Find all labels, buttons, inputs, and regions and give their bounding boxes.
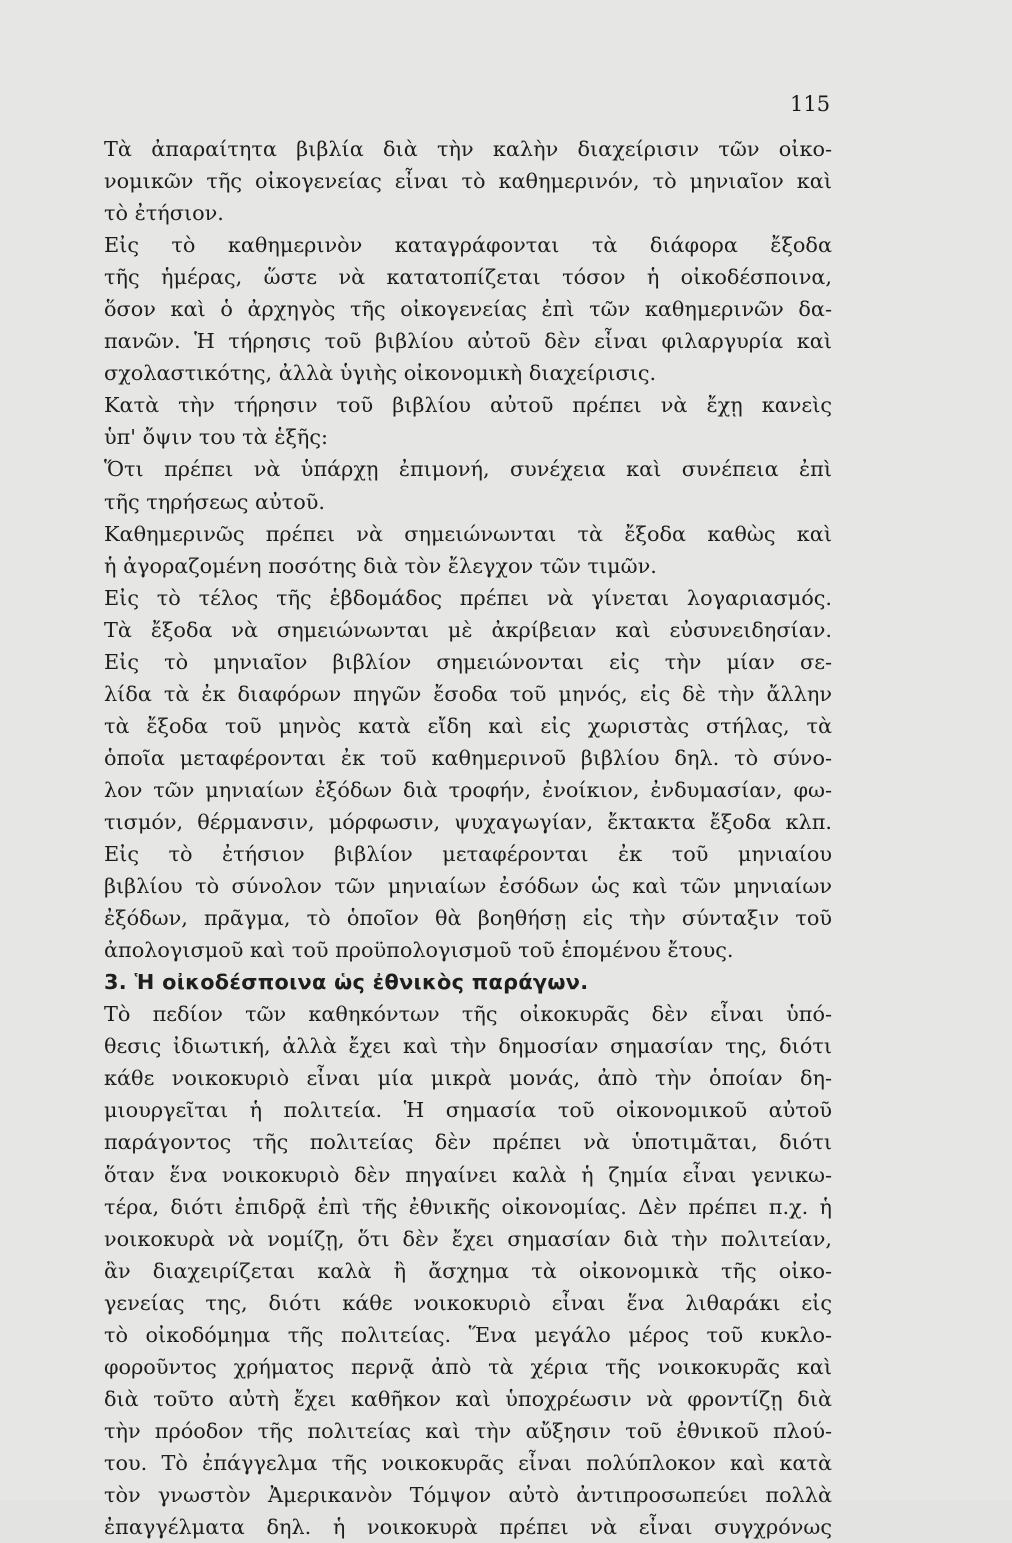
text-line: Εἰς τὸ καθημερινὸν καταγράφονται τὰ διάφορα ἔξοδα — [104, 233, 832, 258]
text-line: ἂν διαχειρίζεται καλὰ ἢ ἄσχημα τὰ οἰκονομικὰ τῆς οἰκο- — [104, 1258, 832, 1283]
text-line: Εἰς τὸ τέλος τῆς ἑβδομάδος πρέπει νὰ γίνεται λογαριασμός. — [104, 585, 832, 610]
body-text — [104, 133, 832, 1543]
text-line: ἐξόδων, πρᾶγμα, τὸ ὁποῖον θὰ βοηθήσῃ εἰς τὴν σύνταξιν τοῦ — [104, 906, 832, 931]
text-line: νομικῶν τῆς οἰκογενείας εἶναι τὸ καθημερινόν, τὸ μηνιαῖον καὶ — [104, 169, 832, 194]
text-line: Καθημερινῶς πρέπει νὰ σημειώνωνται τὰ ἔξοδα καθὼς καὶ — [104, 521, 832, 546]
text-line: τὸ ἐτήσιον. — [104, 201, 224, 226]
text-line: ἐπαγγέλματα δηλ. ἡ νοικοκυρὰ πρέπει νὰ εἶναι συγχρόνως — [104, 1515, 832, 1540]
text-line: τέρα, διότι ἐπιδρᾷ ἐπὶ τῆς ἐθνικῆς οἰκονομίας. Δὲν πρέπει π.χ. ἡ — [104, 1194, 832, 1219]
text-line: ὑπ' ὄψιν του τὰ ἑξῆς: — [104, 425, 329, 450]
text-line: τὸ οἰκοδόμημα τῆς πολιτείας. Ἕνα μεγάλο μέρος τοῦ κυκλο- — [104, 1322, 832, 1347]
text-line: ὁποῖα μεταφέρονται ἐκ τοῦ καθημερινοῦ βιβλίου δηλ. τὸ σύνο- — [104, 745, 832, 770]
page-number: 115 — [790, 92, 831, 116]
text-line: Τὰ ἔξοδα νὰ σημειώνωνται μὲ ἀκρίβειαν καὶ εὐσυνειδησίαν. — [104, 617, 832, 642]
text-line: ὅταν ἕνα νοικοκυριὸ δὲν πηγαίνει καλὰ ἡ ζημία εἶναι γενικω- — [104, 1162, 832, 1187]
text-line: λίδα τὰ ἐκ διαφόρων πηγῶν ἔσοδα τοῦ μηνός, εἰς δὲ τὴν ἄλλην — [104, 681, 832, 706]
text-line: βιβλίου τὸ σύνολον τῶν μηνιαίων ἐσόδων ὡς καὶ τῶν μηνιαίων — [104, 874, 832, 899]
text-line: Εἰς τὸ ἐτήσιον βιβλίον μεταφέρονται ἐκ τοῦ μηνιαίου — [104, 842, 832, 867]
text-line: Κατὰ τὴν τήρησιν τοῦ βιβλίου αὐτοῦ πρέπει νὰ ἔχῃ κανεὶς — [104, 393, 832, 418]
text-line: τῆς τηρήσεως αὐτοῦ. — [104, 489, 326, 514]
text-line: πανῶν. Ἡ τήρησις τοῦ βιβλίου αὐτοῦ δὲν εἶναι φιλαργυρία καὶ — [104, 329, 832, 354]
text-line: ἀπολογισμοῦ καὶ τοῦ προϋπολογισμοῦ τοῦ ἑπομένου ἔτους. — [104, 938, 734, 963]
text-line: ἡ ἀγοραζομένη ποσότης διὰ τὸν ἔλεγχον τῶν τιμῶν. — [104, 553, 657, 578]
text-line: τὴν πρόοδον τῆς πολιτείας καὶ τὴν αὔξησιν τοῦ ἐθνικοῦ πλού- — [104, 1418, 832, 1443]
section-heading: 3. Ἡ οἰκοδέσποινα ὡς ἐθνικὸς παράγων. — [104, 970, 589, 995]
text-line: νοικοκυρὰ νὰ νομίζῃ, ὅτι δὲν ἔχει σημασίαν διὰ τὴν πολιτείαν, — [104, 1226, 832, 1251]
text-line: τὸν γνωστὸν Ἀμερικανὸν Τόμψον αὐτὸ ἀντιπροσωπεύει πολλὰ — [104, 1482, 832, 1507]
text-line: ὅσον καὶ ὁ ἀρχηγὸς τῆς οἰκογενείας ἐπὶ τῶν καθημερινῶν δα- — [104, 297, 832, 322]
text-line: τῆς ἡμέρας, ὥστε νὰ κατατοπίζεται τόσον ἡ οἰκοδέσποινα, — [104, 265, 832, 290]
text-line: Τὰ ἀπαραίτητα βιβλία διὰ τὴν καλὴν διαχείρισιν τῶν οἰκο- — [104, 137, 832, 161]
text-line: διὰ τοῦτο αὐτὴ ἔχει καθῆκον καὶ ὑποχρέωσιν νὰ φροντίζῃ διὰ — [104, 1386, 832, 1411]
text-line: σχολαστικότης, ἀλλὰ ὑγιὴς οἰκονομικὴ διαχείρισις. — [104, 361, 657, 386]
text-line: Τὸ πεδίον τῶν καθηκόντων τῆς οἰκοκυρᾶς δὲν εἶναι ὑπό- — [104, 1002, 832, 1027]
text-line: θεσις ἰδιωτική, ἀλλὰ ἔχει καὶ τὴν δημοσίαν σημασίαν της, διότι — [104, 1034, 832, 1059]
text-line: λον τῶν μηνιαίων ἐξόδων διὰ τροφήν, ἐνοίκιον, ἐνδυμασίαν, φω- — [104, 777, 832, 802]
text-line: κάθε νοικοκυριὸ εἶναι μία μικρὰ μονάς, ἀπὸ τὴν ὁποίαν δη- — [104, 1066, 832, 1091]
text-line: Εἰς τὸ μηνιαῖον βιβλίον σημειώνονται εἰς τὴν μίαν σε- — [104, 649, 832, 674]
text-line: τισμόν, θέρμανσιν, μόρφωσιν, ψυχαγωγίαν, ἔκτακτα ἔξοδα κλπ. — [104, 809, 832, 834]
text-line: γενείας της, διότι κάθε νοικοκυριὸ εἶναι ἕνα λιθαράκι εἰς — [104, 1290, 832, 1315]
text-line: Ὅτι πρέπει νὰ ὑπάρχῃ ἐπιμονή, συνέχεια καὶ συνέπεια ἐπὶ — [104, 457, 832, 482]
text-line: φοροῦντος χρήματος περνᾷ ἀπὸ τὰ χέρια τῆς νοικοκυρᾶς καὶ — [104, 1354, 832, 1379]
text-line: τὰ ἔξοδα τοῦ μηνὸς κατὰ εἴδη καὶ εἰς χωριστὰς στήλας, τὰ — [104, 713, 832, 738]
text-line: του. Τὸ ἐπάγγελμα τῆς νοικοκυρᾶς εἶναι πολύπλοκον καὶ κατὰ — [104, 1450, 832, 1475]
text-line: μιουργεῖται ἡ πολιτεία. Ἡ σημασία τοῦ οἰκονομικοῦ αὐτοῦ — [104, 1098, 832, 1123]
text-line: παράγοντος τῆς πολιτείας δὲν πρέπει νὰ ὑποτιμᾶται, διότι — [104, 1130, 832, 1155]
